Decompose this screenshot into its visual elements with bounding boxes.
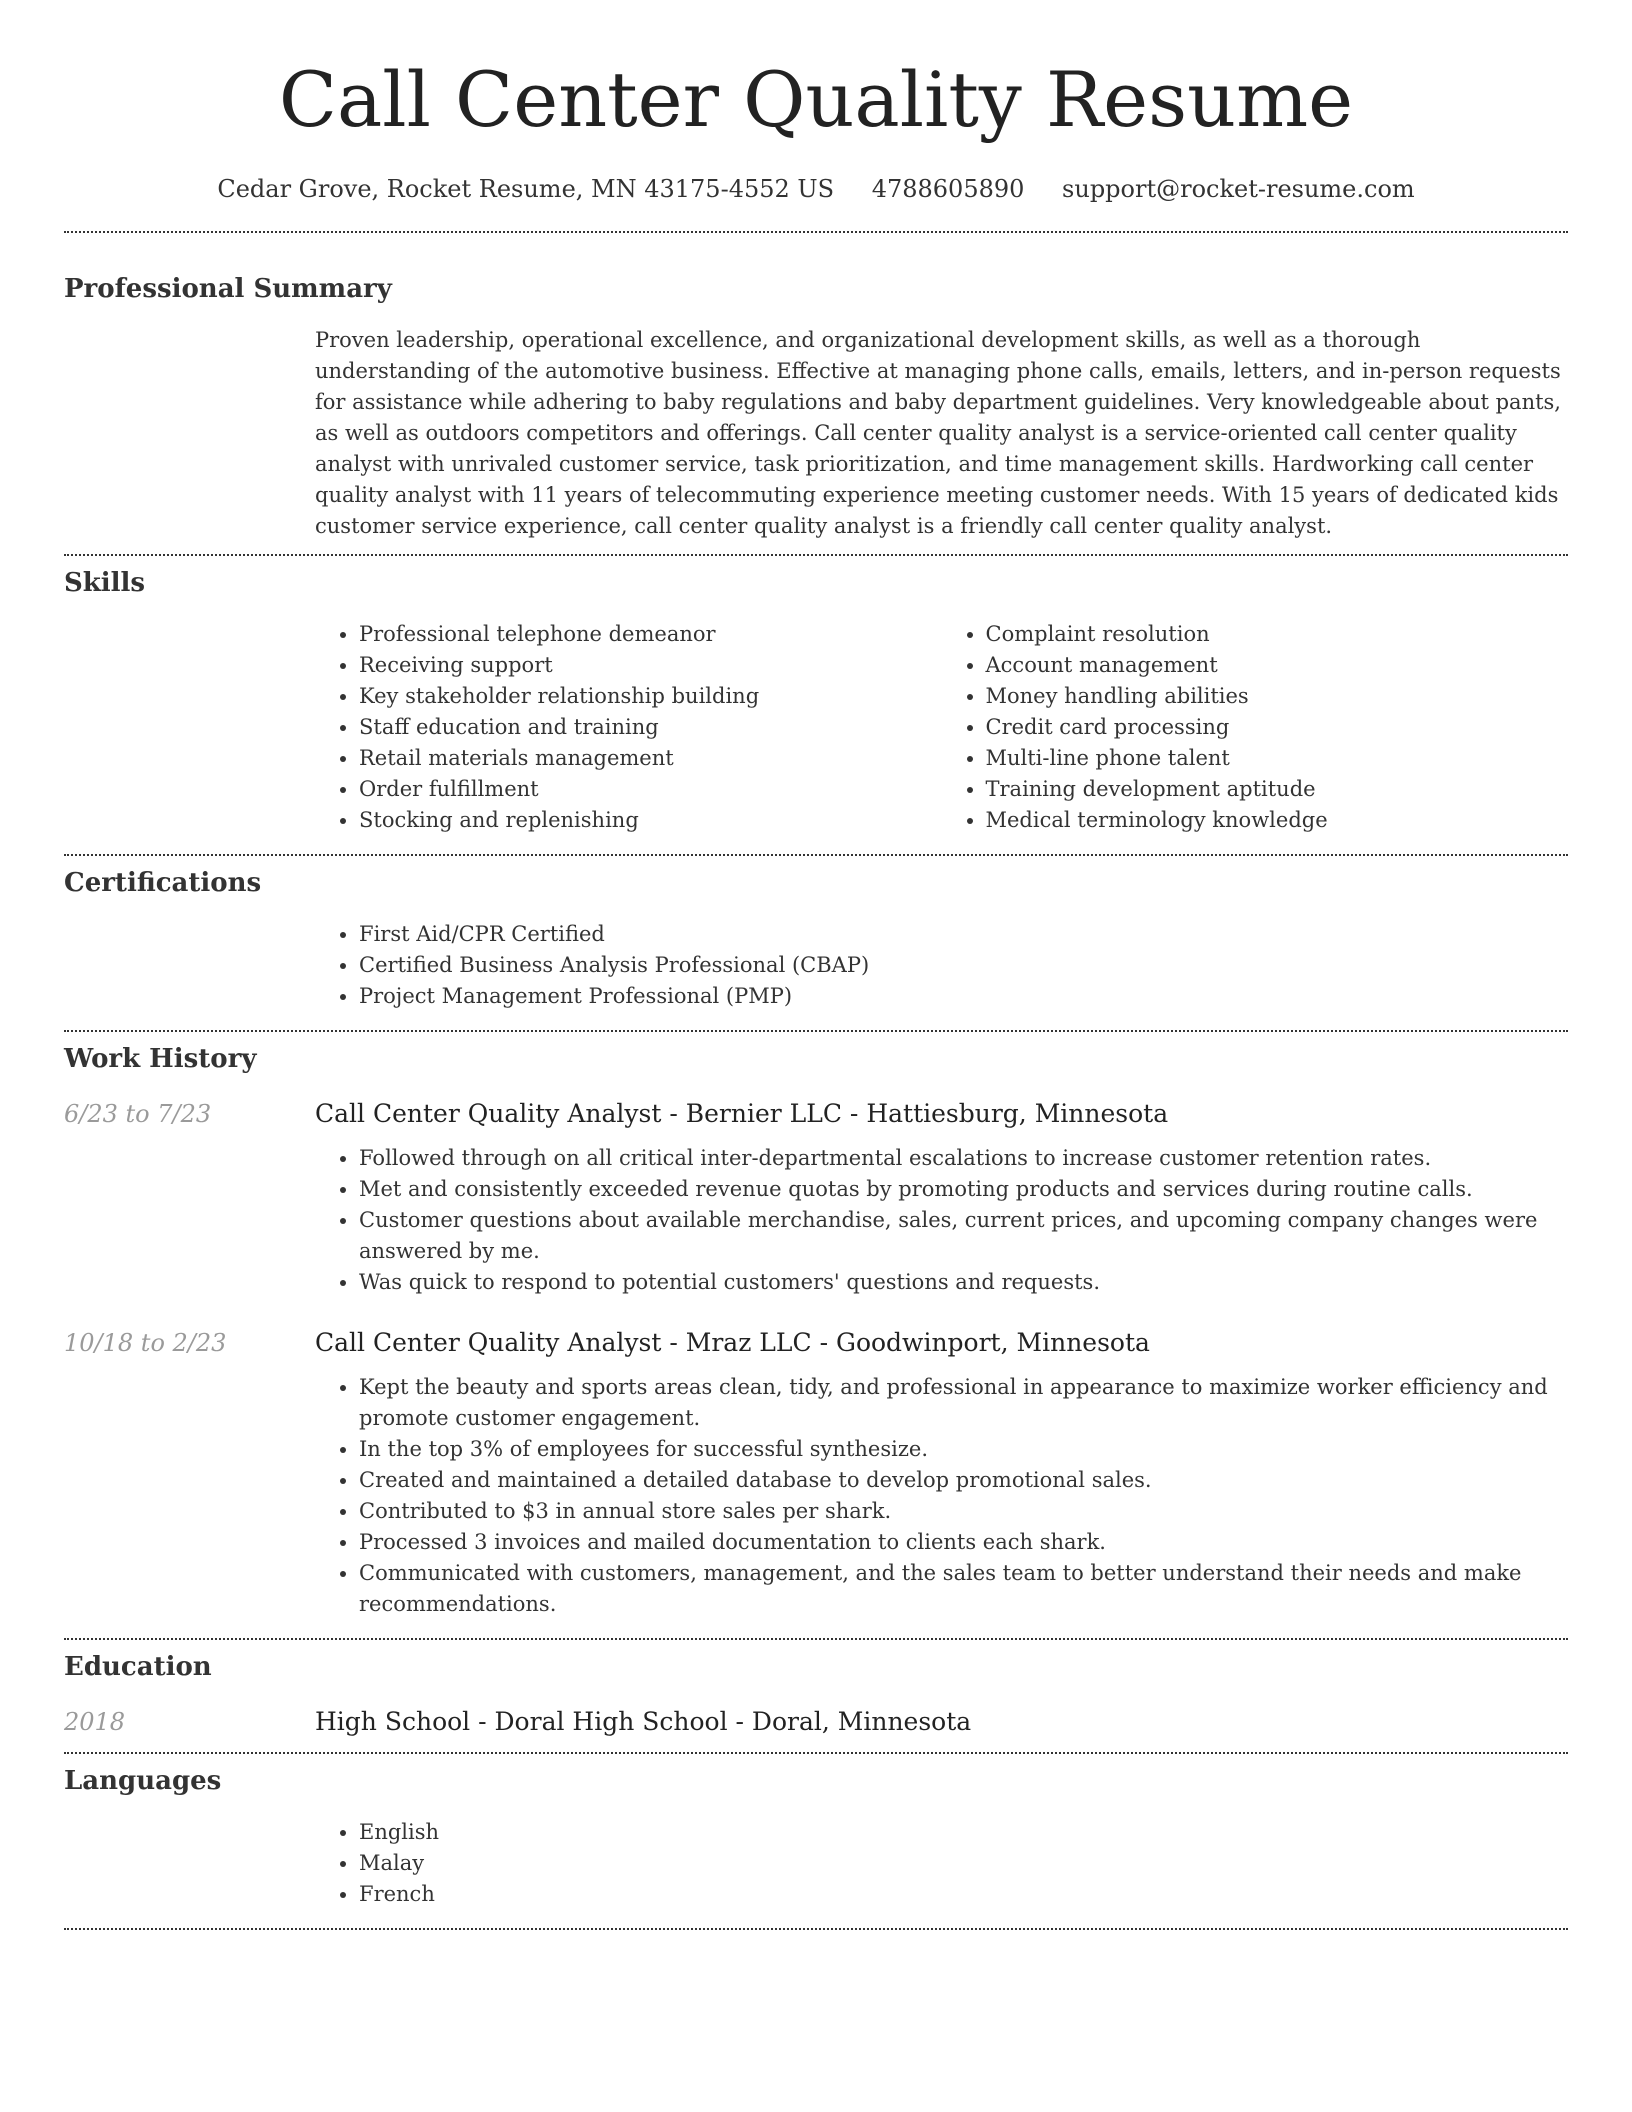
job-bullet: • Created and maintained a detailed database to develop promotional sales. [359, 1465, 1568, 1496]
divider [64, 231, 1568, 233]
summary-content [315, 325, 1568, 542]
job-bullet: • Was quick to respond to potential customers' questions and requests. [359, 1267, 1568, 1298]
work-history-section [64, 1043, 1568, 1620]
skill-item: • Professional telephone demeanor [359, 619, 942, 650]
job-bullet: • Met and consistently exceeded revenue quotas by promoting products and services during routine calls. [359, 1174, 1568, 1205]
education-title: High School - Doral High School - Doral, Minnesota [315, 1707, 972, 1736]
certification-item: • First Aid/CPR Certified [359, 919, 1568, 950]
education-date: 2018 [64, 1708, 126, 1736]
skill-item: • Stocking and replenishing [359, 805, 942, 836]
contact-line [64, 174, 1568, 204]
skill-item: • Account management [986, 650, 1569, 681]
skill-item: • Receiving support [359, 650, 942, 681]
contact-phone: 4788605890 [871, 175, 1025, 203]
language-item: • English [359, 1817, 1568, 1848]
language-item: • Malay [359, 1848, 1568, 1879]
certifications-content [315, 919, 1568, 1012]
job-dates: 6/23 to 7/23 [64, 1100, 212, 1128]
job-bullet: • Customer questions about available merchandise, sales, current prices, and upcoming company changes were answered by me. [359, 1205, 1568, 1267]
skill-item: • Medical terminology knowledge [986, 805, 1569, 836]
language-item: • French [359, 1879, 1568, 1910]
job-entry [64, 1097, 1568, 1298]
job-bullet: • Kept the beauty and sports areas clean, tidy, and professional in appearance to maximize worker efficiency and promote customer engagement. [359, 1372, 1568, 1434]
job-bullet: • Followed through on all critical inter-departmental escalations to increase customer retention rates. [359, 1143, 1568, 1174]
job-bullet: • In the top 3% of employees for successful synthesize. [359, 1434, 1568, 1465]
certifications-section [64, 867, 1568, 1012]
summary-text: Proven leadership, operational excellence, and organizational development skills, as well as a thorough understanding of the automotive business. Effective at managing phone calls, emails, letters, and in-person requests for assistance while adhering to baby regulations and baby department guidelines. Very knowledgeable about pants, as well as outdoors competitors and offerings. Call center quality analyst is a service-oriented call center quality analyst with unrivaled customer service, task prioritization, and time management skills. Hardworking call center quality analyst with 11 years of telecommuting experience meeting customer needs. With 15 years of dedicated kids customer service experience, call center quality analyst is a friendly call center quality analyst. [315, 328, 1561, 538]
section-heading-education: Education [64, 1652, 212, 1682]
certification-item: • Project Management Professional (PMP) [359, 981, 1568, 1012]
languages-section [64, 1765, 1568, 1910]
contact-address: Cedar Grove, Rocket Resume, MN 43175-4552 US [217, 175, 835, 203]
skill-item: • Retail materials management [359, 743, 942, 774]
summary-section [64, 273, 1568, 542]
skill-item: • Credit card processing [986, 712, 1569, 743]
job-bullet: • Contributed to $3 in annual store sales per shark. [359, 1496, 1568, 1527]
education-section [64, 1651, 1568, 1739]
resume-title: Call Center Quality Resume [278, 55, 1354, 144]
certification-item: • Certified Business Analysis Professional (CBAP) [359, 950, 1568, 981]
skills-section [64, 567, 1568, 836]
skill-item: • Money handling abilities [986, 681, 1569, 712]
job-entry [64, 1326, 1568, 1620]
section-heading-summary: Professional Summary [64, 274, 392, 304]
divider [64, 854, 1568, 856]
divider [64, 1638, 1568, 1640]
education-entry [64, 1705, 1568, 1739]
section-heading-certifications: Certifications [64, 868, 262, 898]
skill-item: • Complaint resolution [986, 619, 1569, 650]
skill-item: • Order fulfillment [359, 774, 942, 805]
section-heading-work-history: Work History [64, 1044, 257, 1074]
section-heading-languages: Languages [64, 1766, 222, 1796]
certifications-list [315, 919, 1568, 1012]
skill-item: • Multi-line phone talent [986, 743, 1569, 774]
job-bullets [315, 1143, 1568, 1298]
job-title: Call Center Quality Analyst - Bernier LLC - Hattiesburg, Minnesota [315, 1099, 1169, 1128]
job-dates: 10/18 to 2/23 [64, 1329, 227, 1357]
languages-content [315, 1817, 1568, 1910]
contact-email: support@rocket-resume.com [1062, 175, 1415, 203]
skill-item: • Training development aptitude [986, 774, 1569, 805]
skill-item: • Key stakeholder relationship building [359, 681, 942, 712]
divider [64, 1752, 1568, 1754]
skills-columns [315, 619, 1568, 836]
divider [64, 1030, 1568, 1032]
divider [64, 554, 1568, 556]
job-bullet: • Processed 3 invoices and mailed documentation to clients each shark. [359, 1527, 1568, 1558]
section-heading-skills: Skills [64, 568, 146, 598]
languages-list [315, 1817, 1568, 1910]
job-bullet: • Communicated with customers, management, and the sales team to better understand their needs and make recommendations. [359, 1558, 1568, 1620]
divider [64, 1928, 1568, 1930]
skill-item: • Staff education and training [359, 712, 942, 743]
skills-list-right [942, 619, 1569, 836]
job-bullets [315, 1372, 1568, 1620]
job-title: Call Center Quality Analyst - Mraz LLC - Goodwinport, Minnesota [315, 1328, 1150, 1357]
skills-list-left [315, 619, 942, 836]
